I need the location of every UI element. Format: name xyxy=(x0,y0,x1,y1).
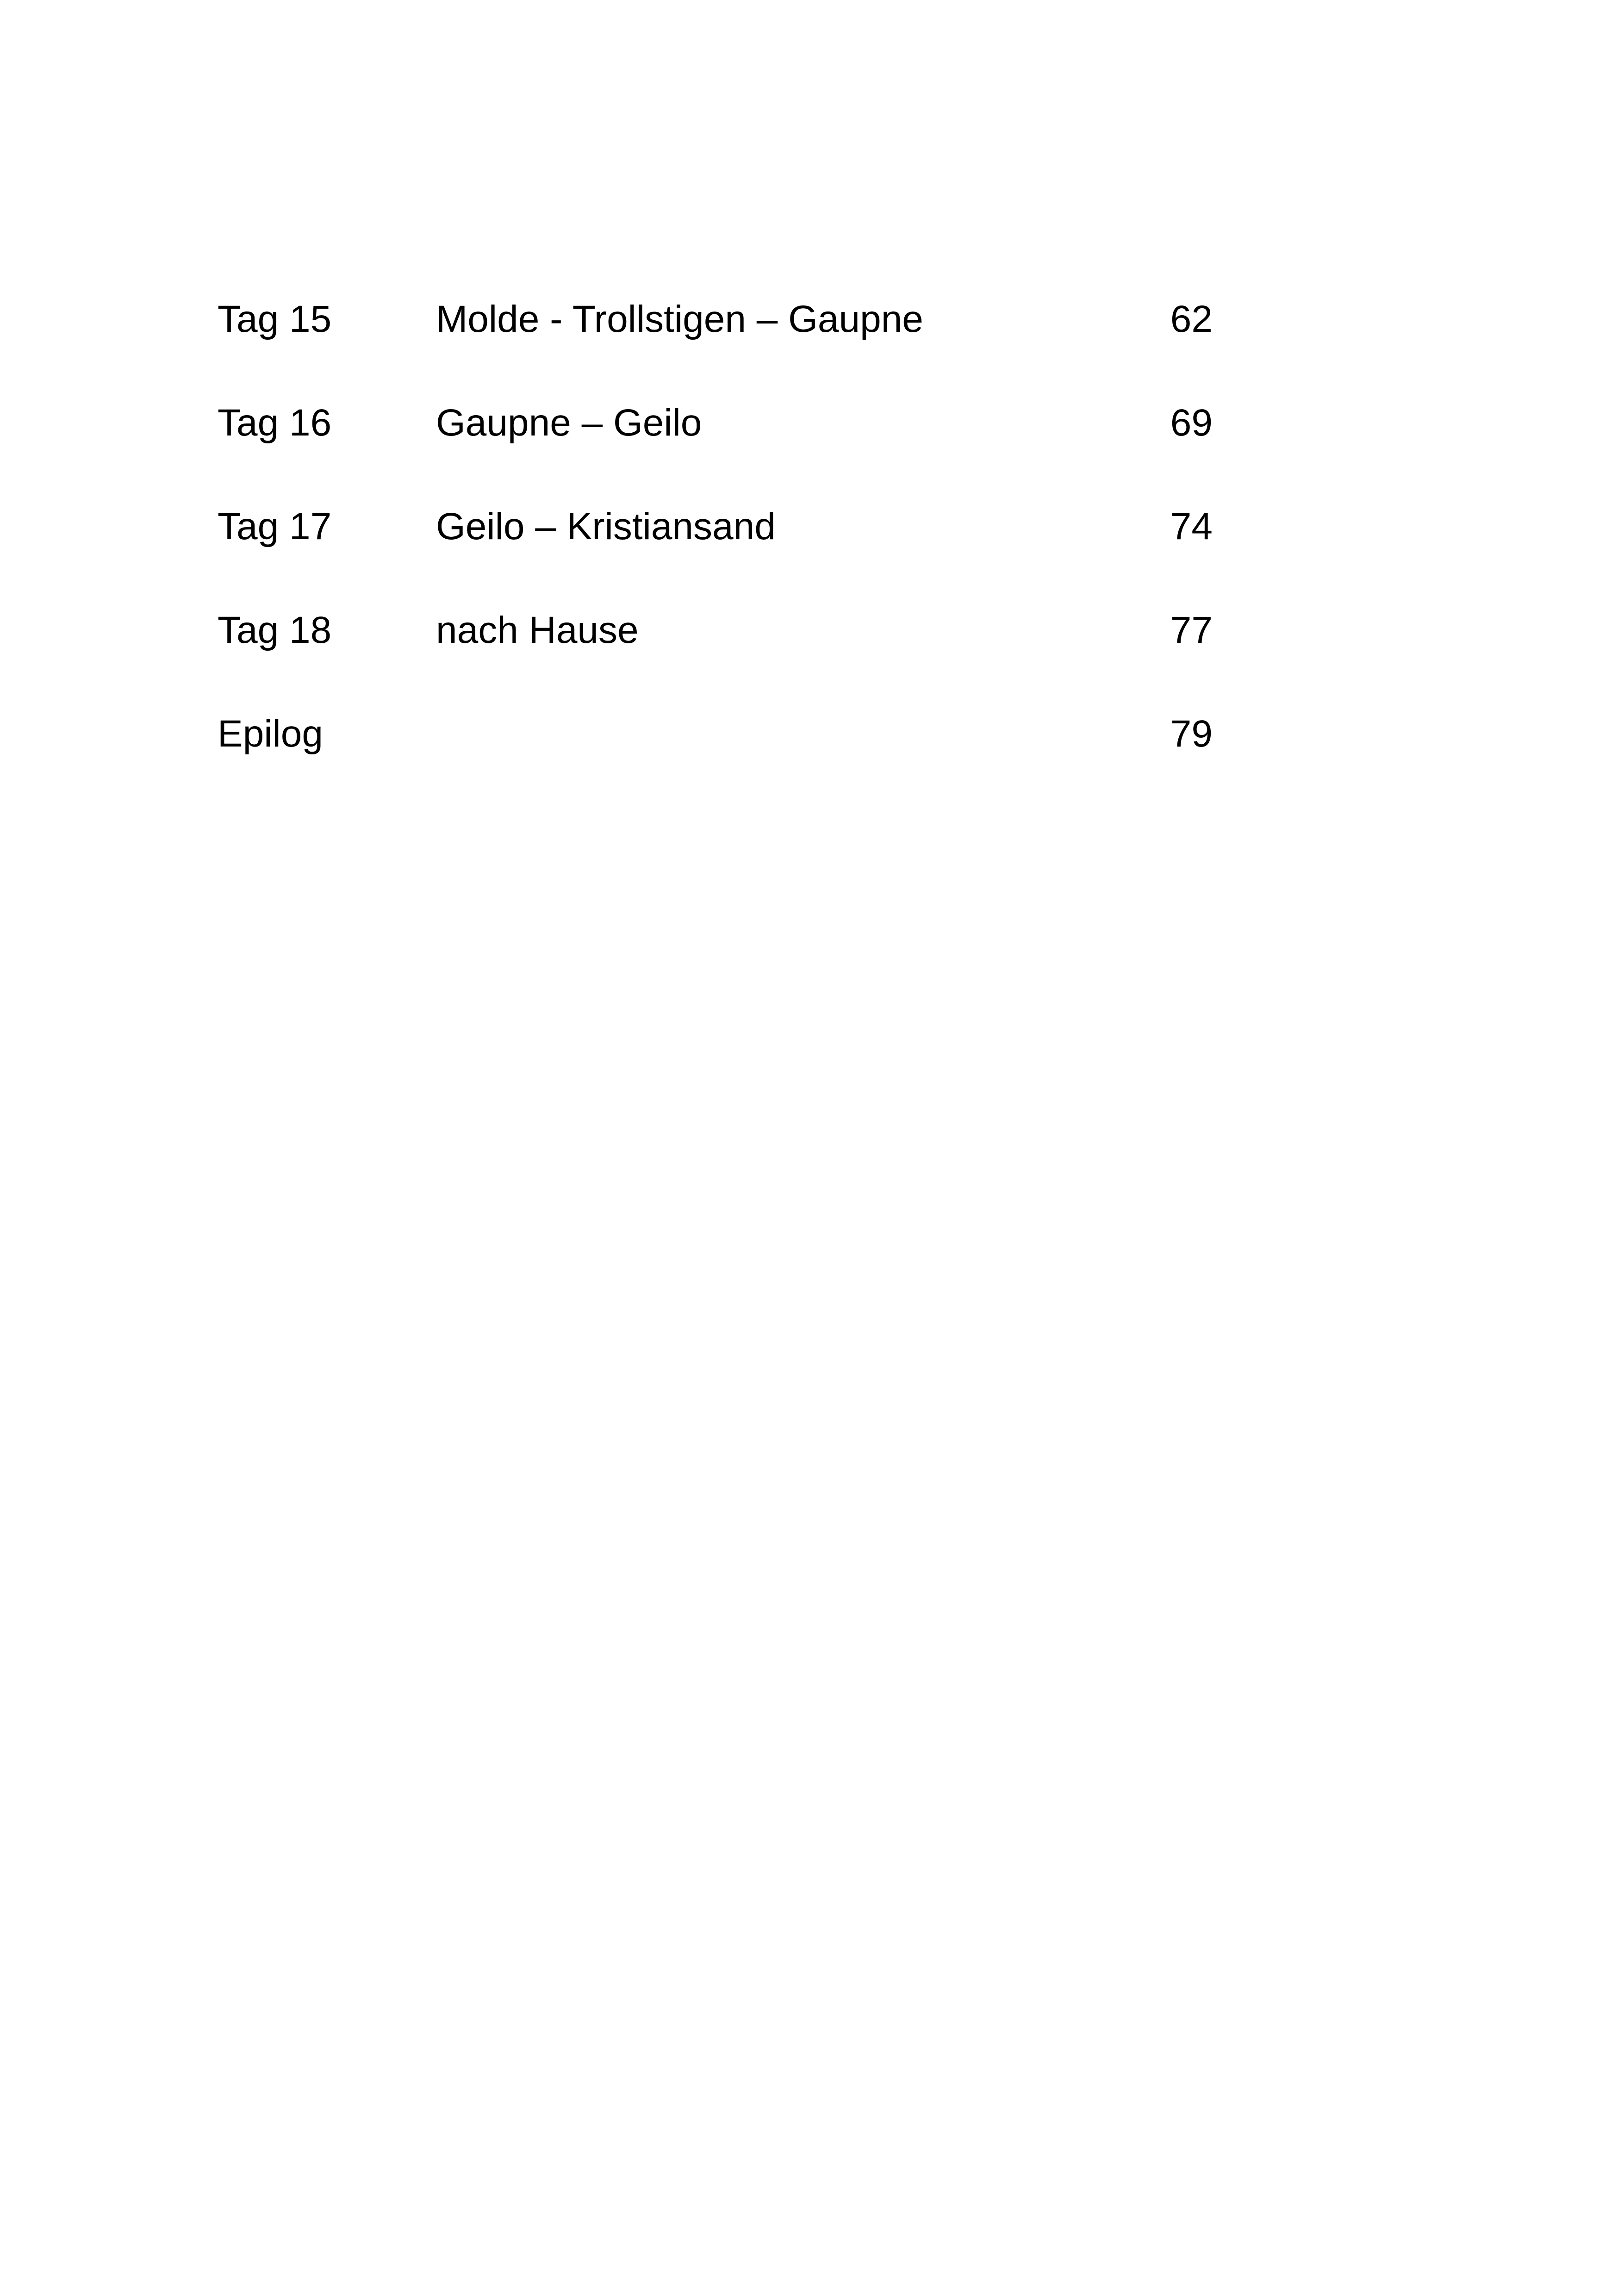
toc-entry-day: Tag 15 xyxy=(218,298,332,340)
toc-entry-day: Tag 16 xyxy=(218,402,332,444)
table-of-contents xyxy=(218,287,1213,805)
toc-entry-epilog xyxy=(218,702,1213,805)
toc-entry-title: nach Hause xyxy=(436,609,639,651)
toc-entry xyxy=(218,598,1213,702)
toc-entry-page-number: 62 xyxy=(1170,298,1213,340)
toc-entry xyxy=(218,494,1213,598)
toc-entry-title: Molde - Trollstigen – Gaupne xyxy=(436,298,923,340)
toc-entry-day: Tag 17 xyxy=(218,505,332,548)
toc-entry-page-number: 69 xyxy=(1170,402,1213,444)
toc-entry-title: Geilo – Kristiansand xyxy=(436,505,776,548)
toc-entry-title: Gaupne – Geilo xyxy=(436,402,702,444)
toc-entry-page-number: 74 xyxy=(1170,505,1213,548)
toc-entry-page-number: 79 xyxy=(1170,713,1213,755)
toc-entry xyxy=(218,391,1213,494)
toc-entry-day: Epilog xyxy=(218,713,323,755)
toc-entry xyxy=(218,287,1213,391)
toc-entry-day: Tag 18 xyxy=(218,609,332,651)
toc-entry-page-number: 77 xyxy=(1170,609,1213,651)
